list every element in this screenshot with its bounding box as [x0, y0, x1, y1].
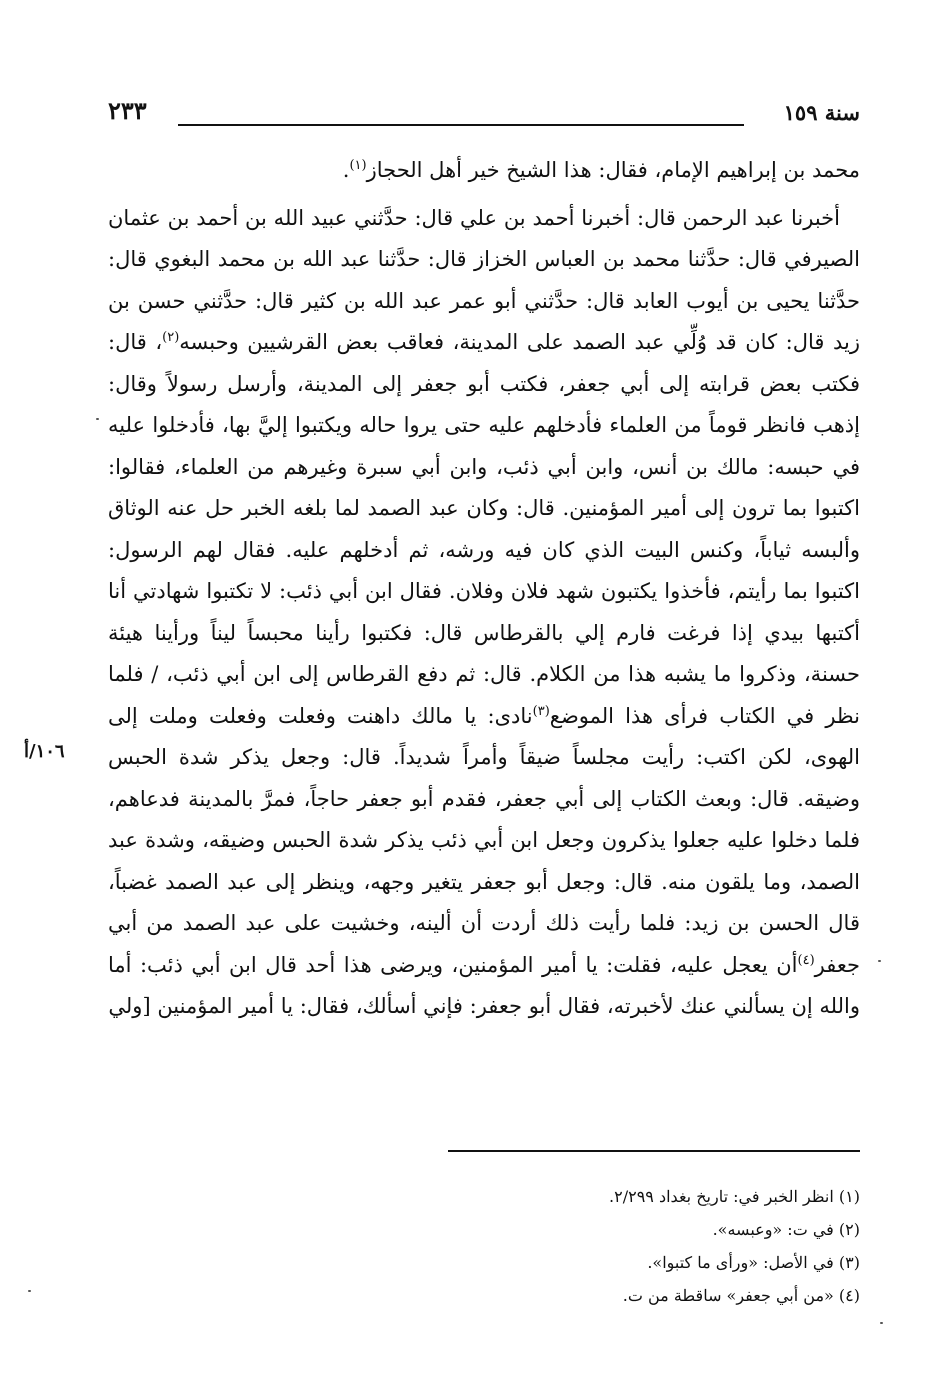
narration-text-part-4: أن يعجل عليه، فقلت: يا أمير المؤمنين، ويرضى هذا أحد قال ابن أبي ذئب: أما والله إن يسألني عنك لأخبرته، فقال أبو جعفر: فإني أسألك، فقال: يا أمير المؤمنين [ولي: [108, 952, 860, 1018]
narration-text-part-2: ، قال: فكتب بعض قرابته إلى أبي جعفر، فكتب أبو جعفر إلى المدينة، وأرسل رسولاً وقال: إذهب فانظر قوماً من العلماء فأدخلهم عليه حتى يروا حاله ويكتبوا إليَّ بها، فأدخلوا عليه في حبسه: مالك بن أنس، وابن أبي ذئب، وابن أبي سبرة وغيرهم من العلماء، فقالوا: اكتبوا بما ترون إلى أمير المؤمنين. قال: وكان عبد الصمد لما بلغه الخبر حل عنه الوثاق وألبسه ثياباً، وكنس البيت الذي كان فيه ورشه، ثم أدخلهم عليه. فقال لهم الرسول: اكتبوا بما رأيتم، فأخذوا يكتبون شهد فلان وفلان. فقال ابن أبي ذئب: لا تكتبوا شهادتي أنا أكتبها بيدي إذا فرغت فارم إلي بالقرطاس قال: فكتبوا رأينا محبساً ليناً ورأينا هيئة حسنة، وذكروا ما يشبه هذا من الكلام. قال: ثم دفع القرطاس إلى ابن أبي ذئب، / فلما نظر في الكتاب فرأى هذا الموضع: [108, 330, 861, 728]
footnote-separator: [448, 1150, 860, 1152]
footnote-ref-3[interactable]: (٣): [532, 703, 550, 719]
footnote-ref-4[interactable]: (٤): [797, 952, 815, 968]
page-number: ٢٣٣: [108, 96, 147, 125]
narration-text-part-3: نادى: يا مالك داهنت وفعلت وفعلت وملت إلى الهوى، لكن اكتب: رأيت مجلساً ضيقاً وأمراً شديداً. قال: وجعل يذكر شدة الحبس وضيقه. قال: وبعث الكتاب إلى أبي جعفر، فقدم أبو جعفر حاجاً، فمرَّ بالمدينة فدعاهم، فلما دخلوا عليه جعلوا يذكرون وجعل ابن أبي ذئب يذكر شدة الحبس وضيقه، وشدة عبد الصمد، وما يلقون منه. قال: وجعل أبو جعفر يتغير وجهه، وينظر إلى عبد الصمد غضباً، قال الحسن بن زيد: فلما رأيت ذلك أردت أن ألينه، وخشيت على عبد الصمد من أبي جعفر: [108, 703, 860, 977]
footnotes: [260, 1180, 860, 1312]
header-rule: [178, 124, 744, 126]
opening-text: محمد بن إبراهيم الإمام، فقال: هذا الشيخ خير أهل الحجاز: [366, 158, 860, 182]
main-text: [108, 150, 860, 1028]
opening-paragraph: [108, 150, 860, 192]
footnote-2: (٢) في ت: «وعبسه».: [712, 1220, 860, 1239]
footnote-3: (٣) في الأصل: «ورأى ما كتبوا».: [647, 1253, 860, 1272]
manuscript-folio-note: ١٠٦/أ: [24, 741, 65, 762]
narration-paragraph: [108, 198, 860, 1028]
footnote-1: (١) انظر الخبر في: تاريخ بغداد ٢/٢٩٩.: [609, 1187, 860, 1206]
footnote-ref-1[interactable]: (١): [349, 158, 367, 173]
opening-end: .: [342, 158, 350, 182]
year-label: سنة ١٥٩: [783, 100, 860, 125]
narration-text-part-1: أخبرنا عبد الرحمن قال: أخبرنا أحمد بن علي قال: حدَّثني عبيد الله بن أحمد بن عثمان الصيرفي قال: حدَّثنا محمد بن العباس الخزاز قال: حدَّثنا عبد الله بن محمد البغوي قال: حدَّثنا يحيى بن أيوب العابد قال: حدَّثني أبو عمر عبد الله بن كثير قال: حدَّثني حسن بن زيد قال: كان قد وُلِّي عبد الصمد على المدينة، فعاقب بعض القرشيين وحبسه: [108, 205, 860, 354]
running-header: [108, 96, 860, 136]
footnote-4: (٤) «من أبي جعفر» ساقطة من ت.: [622, 1286, 860, 1305]
footnote-ref-2[interactable]: (٢): [162, 330, 180, 345]
